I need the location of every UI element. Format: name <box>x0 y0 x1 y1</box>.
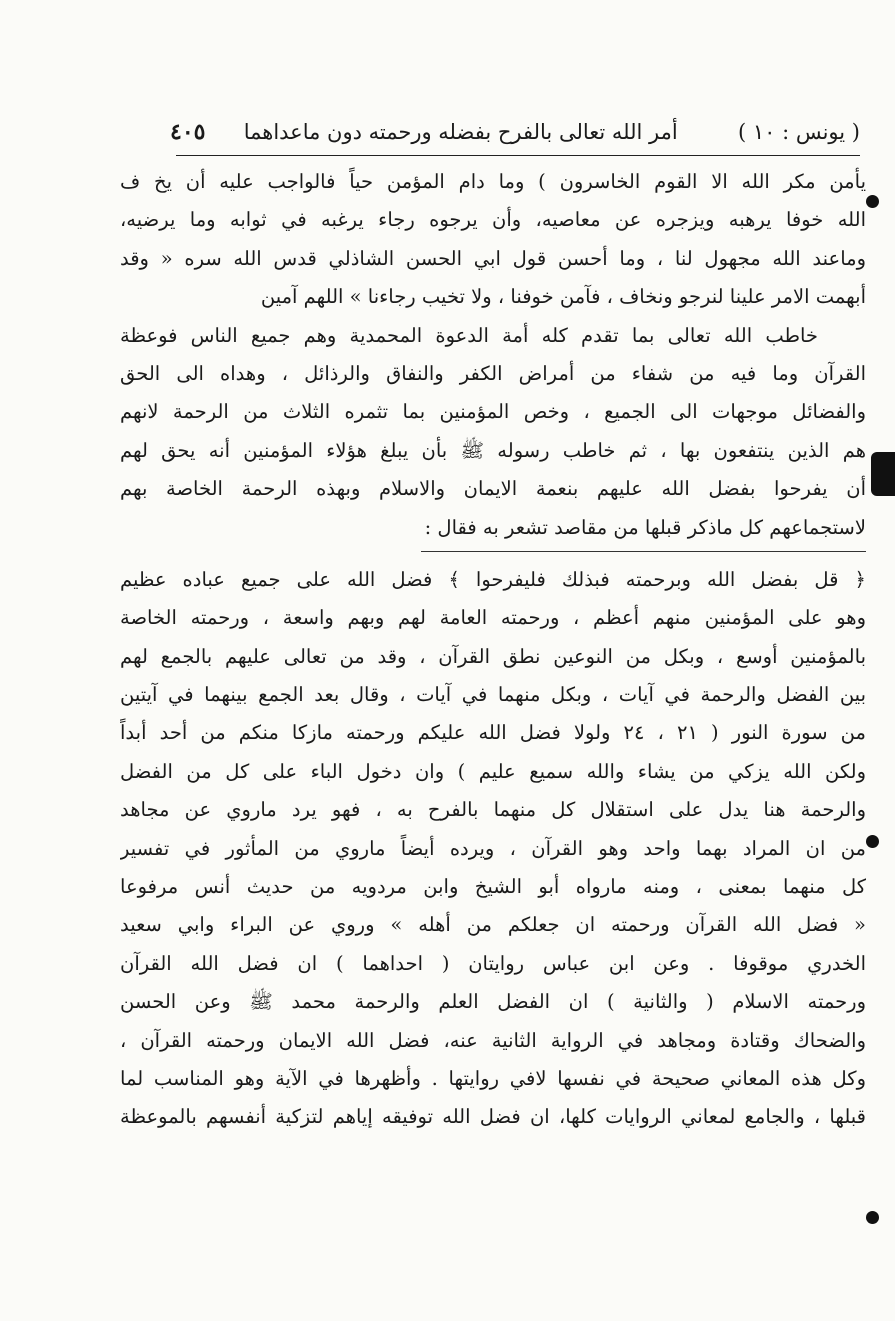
text-line: بين الفضل والرحمة في آيات ، وبكل منهما في آيات ، وقال بعد الجمع بينهما في آيتين <box>120 683 866 707</box>
text-line: الخدري موقوفا . وعن ابن عباس روايتان ( احداهما ) ان فضل الله القرآن <box>120 951 866 975</box>
text-line: من ان المراد بهما واحد وهو القرآن ، ويرده أيضاً ماروي من المأثور في تفسير <box>120 836 866 860</box>
text-line: الله خوفا يرهبه ويزجره عن معاصيه، وأن يرجوه رجاء يرغبه في ثوابه وما يرضيه، <box>120 208 866 232</box>
binding-hole-mark <box>866 1211 879 1224</box>
text-line: والفضائل موجهات الى الجميع ، وخص المؤمنين بما تثمره الثلاث من الرحمة لانهم <box>120 400 866 424</box>
text-line: القرآن وما فيه من شفاء من أمراض الكفر والنفاق والرذائل ، وهداه الى الحق <box>120 361 866 385</box>
text-line: أن يفرحوا بفضل الله عليهم بنعمة الايمان والاسلام وبهذه الرحمة الخاصة بهم <box>120 477 866 501</box>
text-line: والرحمة هنا يدل على استقلال كل منهما بالفرح به ، فهو يرد ماروي عن مجاهد <box>120 798 866 822</box>
text-line: بالمؤمنين أوسع ، وبكل من النوعين نطق القرآن ، وقد من تعالى عليهم بالجمع لهم <box>120 644 866 668</box>
page-edge-mark <box>871 452 895 496</box>
binding-hole-mark <box>866 835 879 848</box>
text-line: قبلها ، والجامع لمعاني الروايات كلها، ان فضل الله توفيقه إياهم لتزكية أنفسهم بالموعظة <box>120 1105 866 1129</box>
page-number: ٤٠٥ <box>170 119 206 145</box>
text-line: وكل هذه المعاني صحيحة في نفسها لافي روايتها . وأظهرها في الآية وهو المناسب لما <box>120 1066 866 1090</box>
text-line: والضحاك وقتادة ومجاهد في الرواية الثانية عنه، فضل الله الايمان ورحمته القرآن ، <box>120 1028 866 1052</box>
text-line: من سورة النور ( ٢١ ، ٢٤ ولولا فضل الله عليكم ورحمته مازكا منكم من أحد أبداً <box>120 721 866 745</box>
text-line: ولكن الله يزكي من يشاء والله سميع عليم ) وان دخول الباء على كل من الفضل <box>120 759 866 783</box>
text-line: وهو على المؤمنين منهم أعظم ، ورحمته العامة لهم وبهم واسعة ، ورحمته الخاصة <box>120 606 866 630</box>
text-line: يأمن مكر الله الا القوم الخاسرون ) وما دام المؤمن حياً فالواجب عليه أن يخ ف <box>120 170 866 193</box>
running-header <box>170 110 860 154</box>
section-divider <box>120 547 866 561</box>
text-line: كل منهما بمعنى ، ومنه مارواه أبو الشيخ وابن مردويه من حديث أنس مرفوعا <box>120 875 866 899</box>
text-line: « فضل الله القرآن ورحمته ان جعلكم من أهله » وروي عن البراء وابي سعيد <box>120 913 866 937</box>
body-text <box>120 163 866 1137</box>
text-line: ورحمته الاسلام ( والثانية ) ان الفضل العلم والرحمة محمد ﷺ وعن الحسن <box>120 990 866 1014</box>
sura-reference: ( يونس : ١٠ ) <box>737 120 860 144</box>
text-line: خاطب الله تعالى بما تقدم كله أمة الدعوة المحمدية وهم جميع الناس فوعظة <box>120 323 818 347</box>
header-rule <box>176 155 860 156</box>
binding-hole-mark <box>866 195 879 208</box>
text-line: هم الذين ينتفعون بها ، ثم خاطب رسوله ﷺ بأن يبلغ هؤلاء المؤمنين أنه يحق لهم <box>120 438 866 462</box>
header-title: أمر الله تعالى بالفرح بفضله ورحمته دون ماعداهما <box>243 120 678 144</box>
text-line: أبهمت الامر علينا لنرجو ونخاف ، فآمن خوفنا ، ولا تخيب رجاءنا » اللهم آمين <box>260 285 866 309</box>
text-line: ﴿ قل بفضل الله وبرحمته فبذلك فليفرحوا ﴾ فضل الله على جميع عباده عظيم <box>120 567 866 591</box>
text-line: لاستجماعهم كل ماذكر قبلها من مقاصد تشعر به فقال : <box>424 515 866 539</box>
text-line: وماعند الله مجهول لنا ، وما أحسن قول ابي الحسن الشاذلي قدس الله سره « وقد <box>120 246 866 270</box>
